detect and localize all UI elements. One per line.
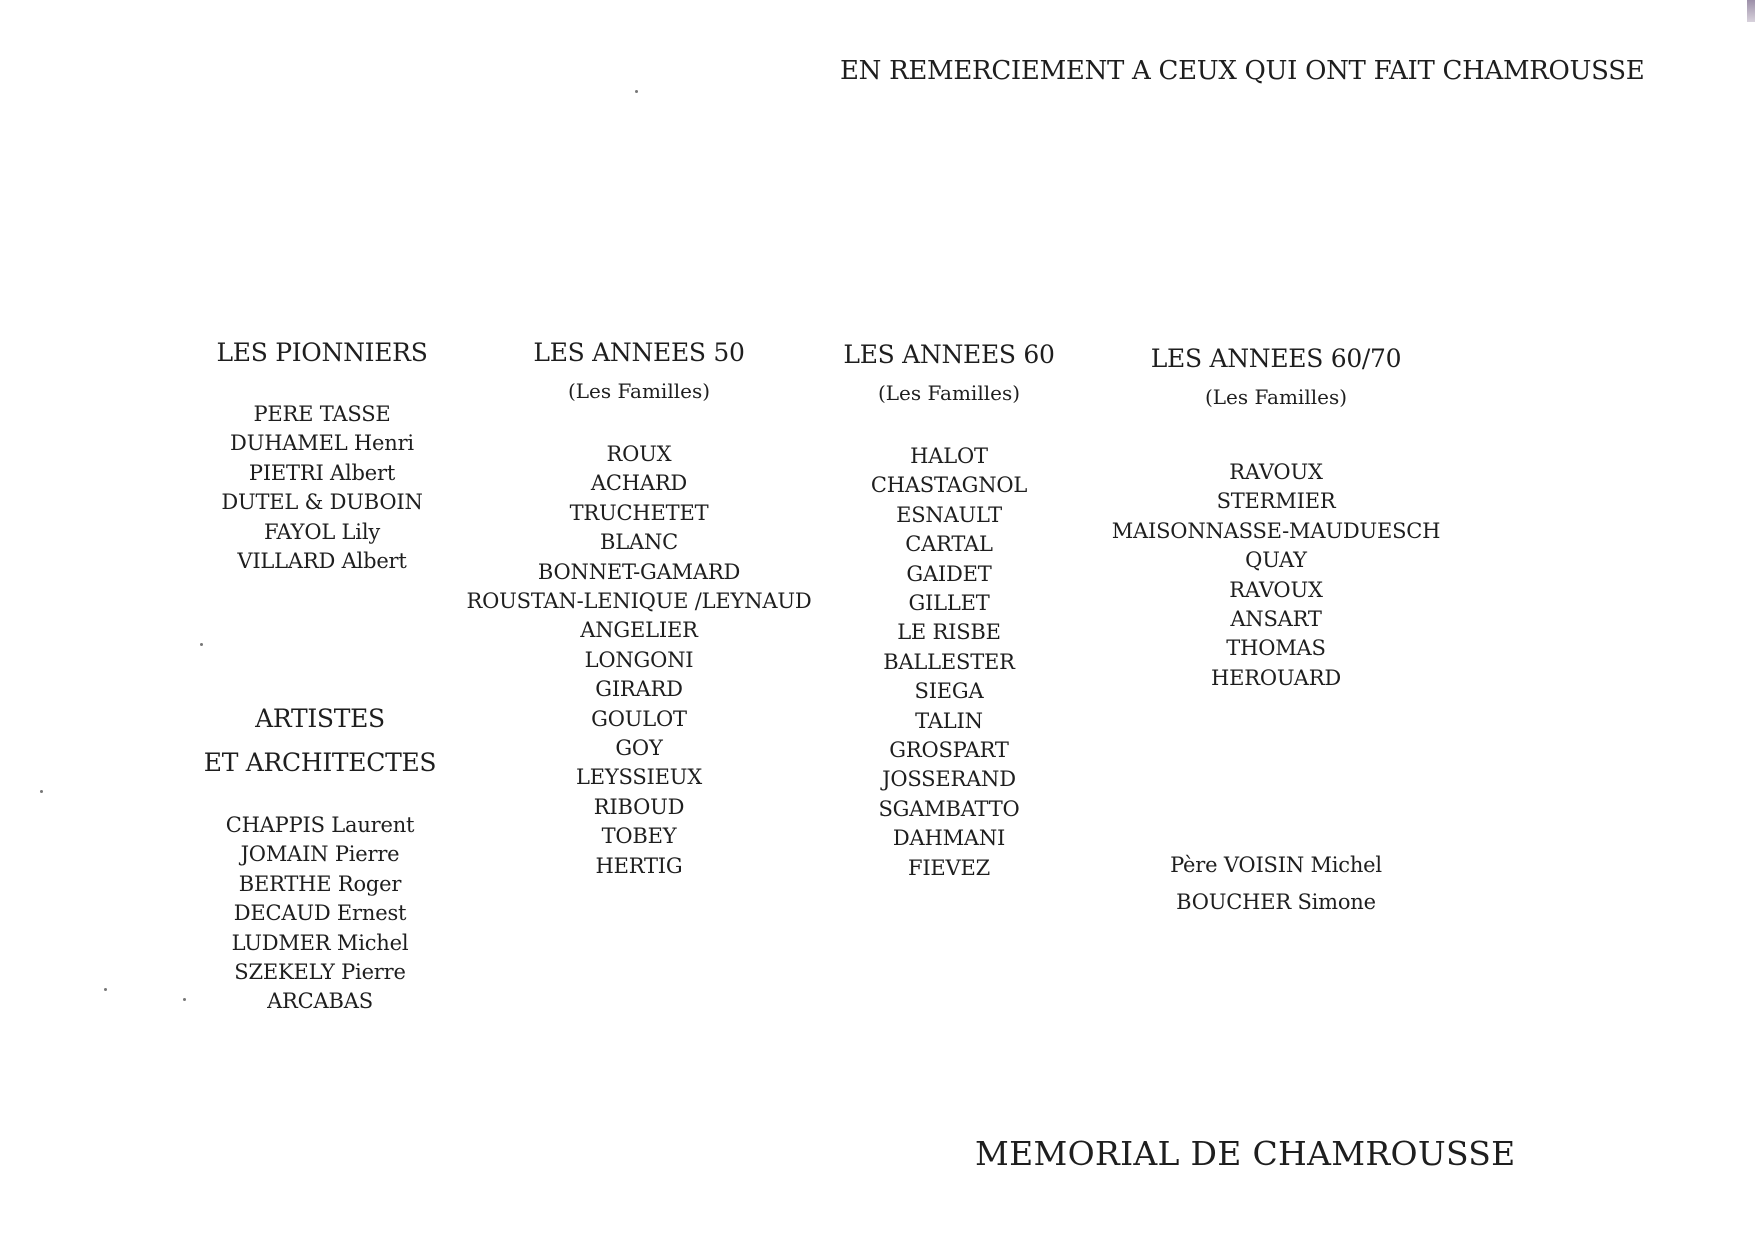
annees50-heading: LES ANNEES 50	[533, 338, 745, 367]
list-item: ROUX	[606, 442, 672, 466]
list-item: Père VOISIN Michel	[1170, 853, 1382, 877]
list-item: DUHAMEL Henri	[230, 431, 414, 456]
list-item: TALIN	[915, 708, 983, 733]
list-item: ESNAULT	[896, 502, 1002, 527]
list-item: JOSSERAND	[882, 767, 1016, 792]
list-item: ROUSTAN-LENIQUE /LEYNAUD	[466, 589, 812, 614]
list-item: HALOT	[910, 444, 988, 468]
list-item: JOMAIN Pierre	[240, 842, 400, 867]
list-item: CHAPPIS Laurent	[225, 813, 415, 837]
artistes-heading-line1: ARTISTES	[255, 704, 385, 733]
list-item: BOUCHER Simone	[1176, 890, 1376, 914]
scan-speck	[40, 790, 43, 793]
list-item: GAIDET	[906, 561, 992, 586]
annees60-heading: LES ANNEES 60	[843, 340, 1055, 369]
artistes-heading-line2: ET ARCHITECTES	[203, 748, 437, 777]
list-item: RAVOUX	[1229, 460, 1323, 484]
list-item: TRUCHETET	[569, 500, 709, 525]
list-item: GROSPART	[889, 738, 1009, 763]
list-item: LEYSSIEUX	[575, 765, 702, 790]
list-item: FAYOL Lily	[263, 519, 381, 544]
list-item: STERMIER	[1216, 489, 1336, 514]
list-item: BALLESTER	[883, 649, 1015, 674]
annees50-subheading: (Les Familles)	[567, 379, 711, 403]
list-item: ARCABAS	[267, 989, 373, 1014]
list-item: RAVOUX	[1229, 577, 1323, 602]
scan-mark	[1747, 0, 1755, 22]
list-item: LE RISBE	[897, 620, 1001, 645]
list-item: ANSART	[1230, 607, 1322, 632]
list-item: FIEVEZ	[907, 855, 991, 880]
annees60-section	[843, 336, 1054, 883]
artistes-list	[204, 811, 436, 1017]
annees6070-list	[1112, 458, 1441, 693]
list-item: HEROUARD	[1211, 665, 1341, 690]
list-item: HERTIG	[595, 853, 683, 878]
annees6070-subheading: (Les Familles)	[1204, 385, 1348, 409]
list-item: CHASTAGNOL	[870, 473, 1028, 498]
list-item: BERTHE Roger	[238, 871, 402, 896]
annees50-list	[467, 440, 812, 881]
list-item: GILLET	[908, 591, 990, 616]
list-item: SGAMBATTO	[878, 796, 1020, 821]
list-item: MAISONNASSE-MAUDUESCH	[1111, 518, 1441, 543]
list-item: GIRARD	[595, 677, 683, 702]
list-item: PIETRI Albert	[248, 460, 396, 485]
list-item: RIBOUD	[593, 794, 685, 819]
scan-speck	[200, 643, 203, 646]
pionniers-heading: LES PIONNIERS	[216, 338, 428, 367]
annees60-subheading: (Les Familles)	[877, 381, 1021, 405]
list-item: DECAUD Ernest	[233, 901, 407, 926]
page-title: EN REMERCIEMENT A CEUX QUI ONT FAIT CHAMROUSSE	[840, 56, 1645, 86]
extra-names-list	[1170, 847, 1382, 921]
list-item: ACHARD	[590, 471, 688, 496]
annees60-list	[843, 442, 1054, 883]
pionniers-list	[216, 400, 427, 576]
annees6070-section	[1112, 340, 1441, 693]
list-item: GOULOT	[591, 706, 687, 731]
list-item: LUDMER Michel	[231, 930, 409, 955]
list-item: BLANC	[600, 530, 678, 555]
annees50-section	[467, 334, 812, 881]
list-item: LONGONI	[584, 647, 694, 672]
list-item: CARTAL	[905, 532, 993, 557]
pionniers-section	[216, 334, 427, 576]
annees6070-heading: LES ANNEES 60/70	[1150, 344, 1402, 373]
list-item: TOBEY	[601, 824, 677, 849]
artistes-section	[204, 697, 436, 1017]
list-item: SZEKELY Pierre	[234, 960, 406, 985]
list-item: DUTEL & DUBOIN	[221, 490, 423, 515]
list-item: THOMAS	[1226, 636, 1326, 661]
list-item: DAHMANI	[892, 826, 1006, 851]
list-item: SIEGA	[914, 679, 984, 704]
list-item: ANGELIER	[580, 618, 698, 643]
scan-speck	[635, 90, 638, 93]
list-item: BONNET-GAMARD	[537, 559, 741, 584]
extra-names-section	[1170, 847, 1382, 921]
list-item: QUAY	[1245, 548, 1307, 573]
scan-speck	[183, 998, 186, 1001]
list-item: PERE TASSE	[253, 402, 391, 426]
list-item: GOY	[615, 736, 663, 761]
footer-title: MEMORIAL DE CHAMROUSSE	[975, 1134, 1516, 1173]
list-item: VILLARD Albert	[237, 549, 407, 574]
scan-speck	[104, 988, 107, 991]
